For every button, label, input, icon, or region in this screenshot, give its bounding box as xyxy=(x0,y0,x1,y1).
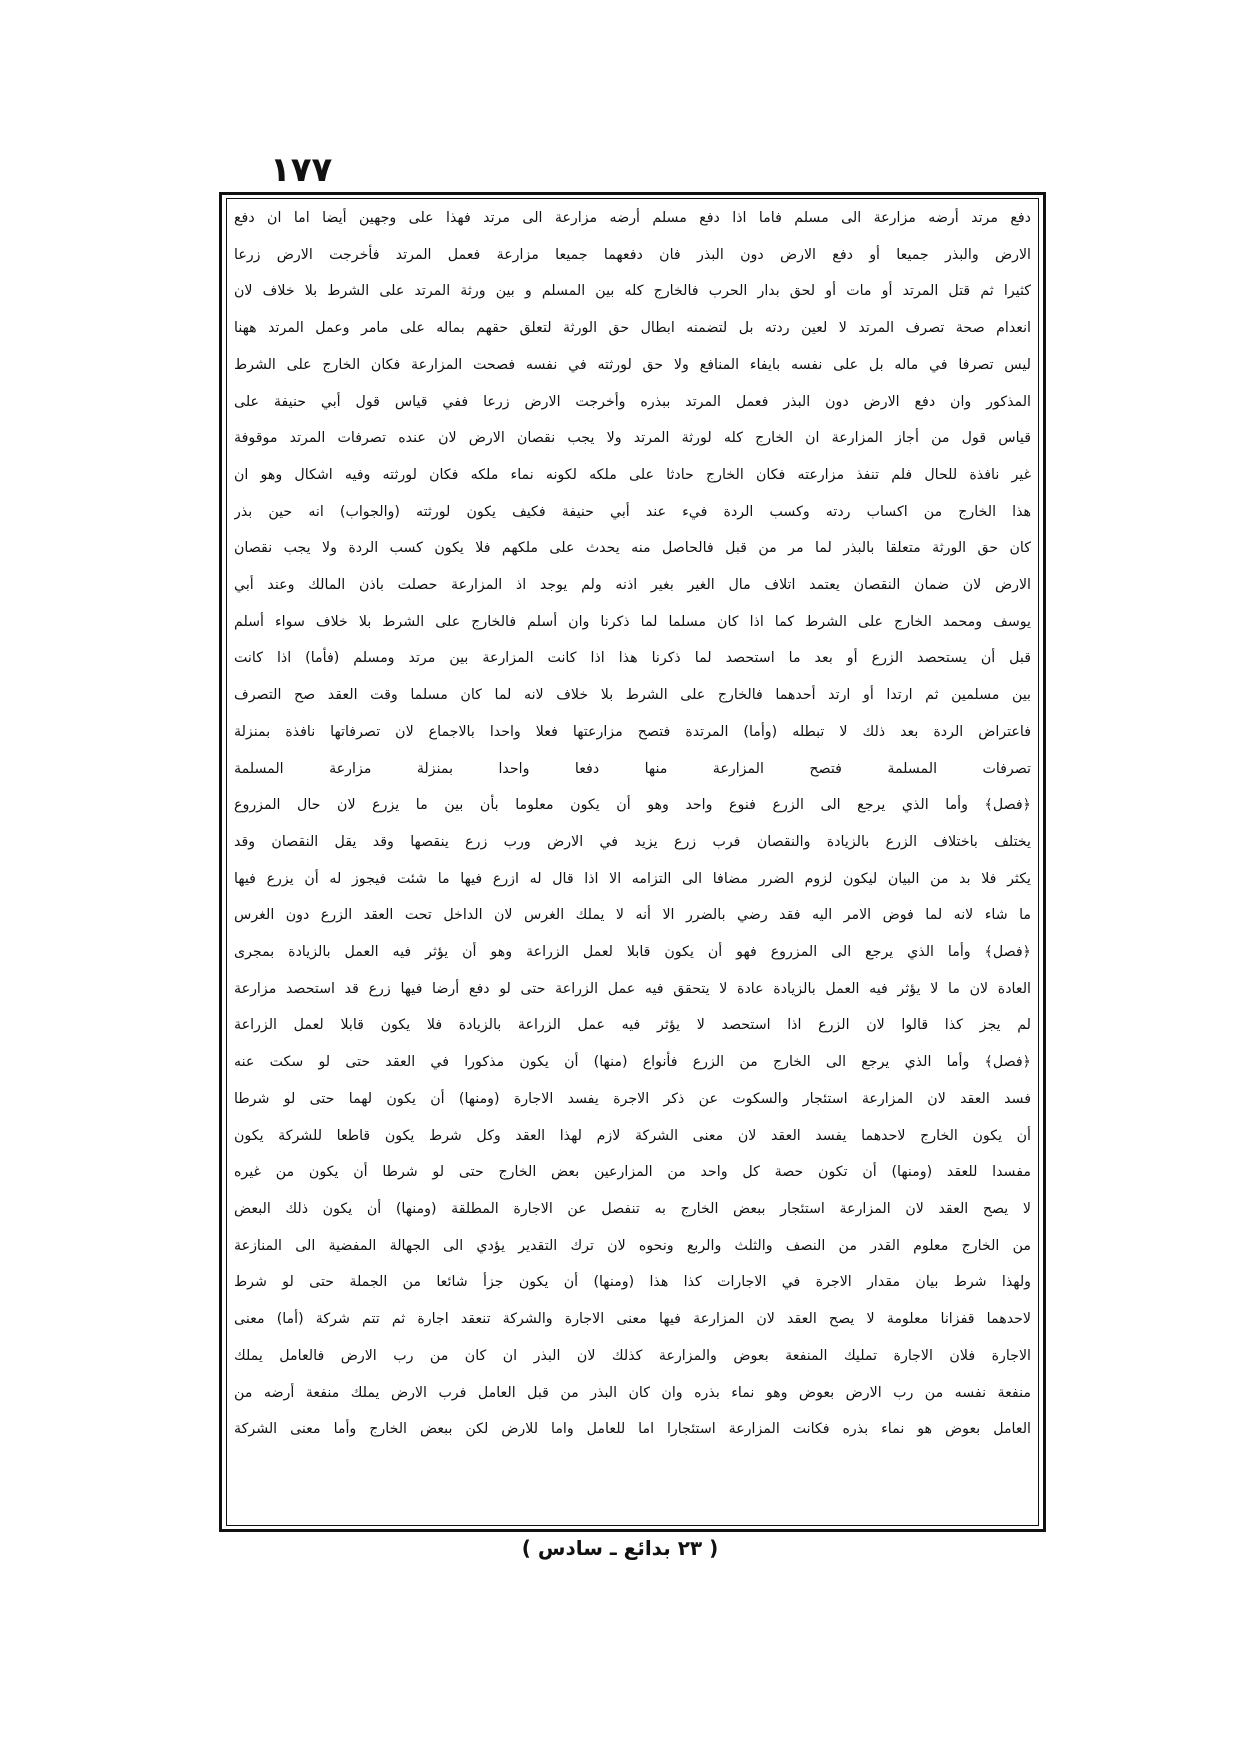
text-line: فاعتراض الردة بعد ذلك لا تبطله (وأما) المرتدة فتصح مزارعتها فعلا واحدا بالاجماع لان تصرفاتها نافذة بمنزلة xyxy=(234,723,1031,740)
text-line: من الخارج معلوم القدر من النصف والثلث والربع ونحوه لان ترك التقدير يؤدي الى الجهالة المفضية الى المنازعة xyxy=(234,1237,1031,1254)
text-line: أن يكون الخارج لاحدهما يفسد العقد لان معنى الشركة لازم لهذا العقد وكل شرط يكون قاطعا للشركة يكون xyxy=(234,1127,1031,1144)
text-line: لا يصح العقد لان المزارعة استئجار ببعض الخارج به تنفصل عن الاجارة المطلقة (ومنها) أن يكون ذلك البعض xyxy=(234,1200,1031,1217)
text-line: العامل بعوض هو نماء بذره فكانت المزارعة استئجارا اما للعامل واما للارض لكن ببعض الخارج وأما معنى الشركة xyxy=(234,1421,1031,1438)
text-line: لم يجز كذا قالوا لان الزرع اذا استحصد لا يؤثر فيه عمل الزراعة بالزيادة فلا يكون قابلا لعمل الزراعة xyxy=(234,1017,1031,1034)
page-number: ١٧٧ xyxy=(270,150,333,190)
text-line: مفسدا للعقد (ومنها) أن تكون حصة كل واحد من المزارعين بعض الخارج حتى لو شرطا أن يكون من غيره xyxy=(234,1164,1031,1181)
text-line: غير نافذة للحال فلم تنفذ مزارعته فكان الخارج حادثا على ملكه لكونه نماء ملكه فكان لورثته وفيه اشكال وهو ان xyxy=(234,466,1031,483)
text-line: ولهذا شرط بيان مقدار الاجرة في الاجارات كذا هذا (ومنها) أن يكون جزأ شائعا من الجملة حتى لو شرط xyxy=(234,1274,1031,1291)
text-line: ﴿فصل﴾ وأما الذي يرجع الى الزرع فنوع واحد وهو أن يكون معلوما بأن بين ما يزرع لان حال المزروع xyxy=(234,797,1031,814)
text-line: يكثر فلا بد من البيان ليكون لزوم الضرر مضافا الى التزامه الا اذا قال له ازرع فيها ما شئت فيجوز له أن يزرع فيها xyxy=(234,870,1031,887)
text-line: انعدام صحة تصرف المرتد لا لعين ردته بل لتضمنه ابطال حق الورثة لتعلق حقهم بماله على مامر وعمل المرتد ههنا xyxy=(234,320,1031,337)
text-line: تصرفات المسلمة فتصح المزارعة منها دفعا واحدا بمنزلة مزارعة المسلمة xyxy=(234,760,1031,777)
text-line: الاجارة فلان الاجارة تمليك المنفعة بعوض والمزارعة كذلك لان البذر ان كان من رب الارض فالعامل يملك xyxy=(234,1347,1031,1364)
text-line: العادة لان ما لا يؤثر فيه العمل بالزيادة عادة لا يتحقق فيه عمل الزراعة حتى لو دفع أرضا فيها زرع قد استحصد مزارعة xyxy=(234,980,1031,997)
text-body xyxy=(234,200,1031,1522)
text-line: الارض والبذر جميعا أو دفع الارض دون البذر فان دفعهما جميعا مزارعة فعمل المرتد فأخرجت الارض زرعا xyxy=(234,246,1031,263)
text-line: هذا الخارج من اكساب ردته وكسب الردة فيء عند أبي حنيفة فكيف يكون لورثته (والجواب) انه حين بذر xyxy=(234,503,1031,520)
text-line: دفع مرتد أرضه مزارعة الى مسلم فاما اذا دفع مسلم أرضه مزارعة الى مرتد فهذا على وجهين أيضا اما ان دفع xyxy=(234,210,1031,226)
text-line: المذكور وان دفع الارض دون البذر فعمل المرتد ببذره وأخرجت الارض زرعا ففي قياس قول أبي حنيفة على xyxy=(234,393,1031,410)
text-line: بين مسلمين ثم ارتدا أو ارتد أحدهما فالخارج على الشرط بلا خلاف لانه لما كان مسلما وقت العقد صح التصرف xyxy=(234,687,1031,704)
text-line: قياس قول من أجاز المزارعة ان الخارج كله لورثة المرتد ولا يجب نقصان الارض لان عنده تصرفات المرتد موقوفة xyxy=(234,430,1031,447)
text-line: كثيرا ثم قتل المرتد أو مات أو لحق بدار الحرب فالخارج كله بين المسلم و بين ورثة المرتد على الشرط بلا خلاف لان xyxy=(234,283,1031,300)
text-line: منفعة نفسه من رب الارض بعوض وهو نماء بذره وان كان البذر من قبل العامل فرب الارض يملك منفعة أرضه من xyxy=(234,1384,1031,1401)
text-line: ﴿فصل﴾ وأما الذي يرجع الى المزروع فهو أن يكون قابلا لعمل الزراعة وهو أن يؤثر فيه العمل بالزيادة بمجرى xyxy=(234,944,1031,961)
text-line: يوسف ومحمد الخارج على الشرط كما اذا كان مسلما لما ذكرنا وان أسلم فالخارج على الشرط بلا خلاف سواء أسلم xyxy=(234,613,1031,630)
text-line: كان حق الورثة متعلقا بالبذر لما مر من قبل فالحاصل منه يحدث على ملكهم فلا يكون كسب الردة ولا يجب نقصان xyxy=(234,540,1031,557)
page-footer: ( ٢٣ بدائع ـ سادس ) xyxy=(521,1536,719,1560)
text-line: ليس تصرفا في ماله بل على نفسه بايفاء المنافع ولا حق لورثته في نفسه فصحت المزارعة فكان الخارج على الشرط xyxy=(234,356,1031,373)
text-line: ما شاء لانه لما فوض الامر اليه فقد رضي بالضرر الا أنه لا يملك الغرس لان الداخل تحت العقد الزرع دون الغرس xyxy=(234,907,1031,924)
text-line: يختلف باختلاف الزرع بالزيادة والنقصان فرب زرع يزيد في الارض ورب زرع ينقصها وقد يقل النقصان وقد xyxy=(234,833,1031,850)
text-line: قبل أن يستحصد الزرع أو بعد ما استحصد لما ذكرنا هذا اذا كانت المزارعة بين مرتد ومسلم (فأما) اذا كانت xyxy=(234,650,1031,667)
text-line: ﴿فصل﴾ وأما الذي يرجع الى الخارج من الزرع فأنواع (منها) أن يكون مذكورا في العقد حتى لو سكت عنه xyxy=(234,1054,1031,1071)
text-line: لاحدهما قفزانا معلومة لا يصح العقد لان المزارعة فيها معنى الاجارة والشركة تنعقد اجارة ثم تتم شركة (أما) معنى xyxy=(234,1311,1031,1328)
text-line: الارض لان ضمان النقصان يعتمد اتلاف مال الغير بغير اذنه ولم يوجد اذ المزارعة حصلت باذن المالك وعند أبي xyxy=(234,577,1031,594)
text-line: فسد العقد لان المزارعة استئجار والسكوت عن ذكر الاجرة يفسد الاجارة (ومنها) أن يكون لهما حتى لو شرطا xyxy=(234,1090,1031,1107)
